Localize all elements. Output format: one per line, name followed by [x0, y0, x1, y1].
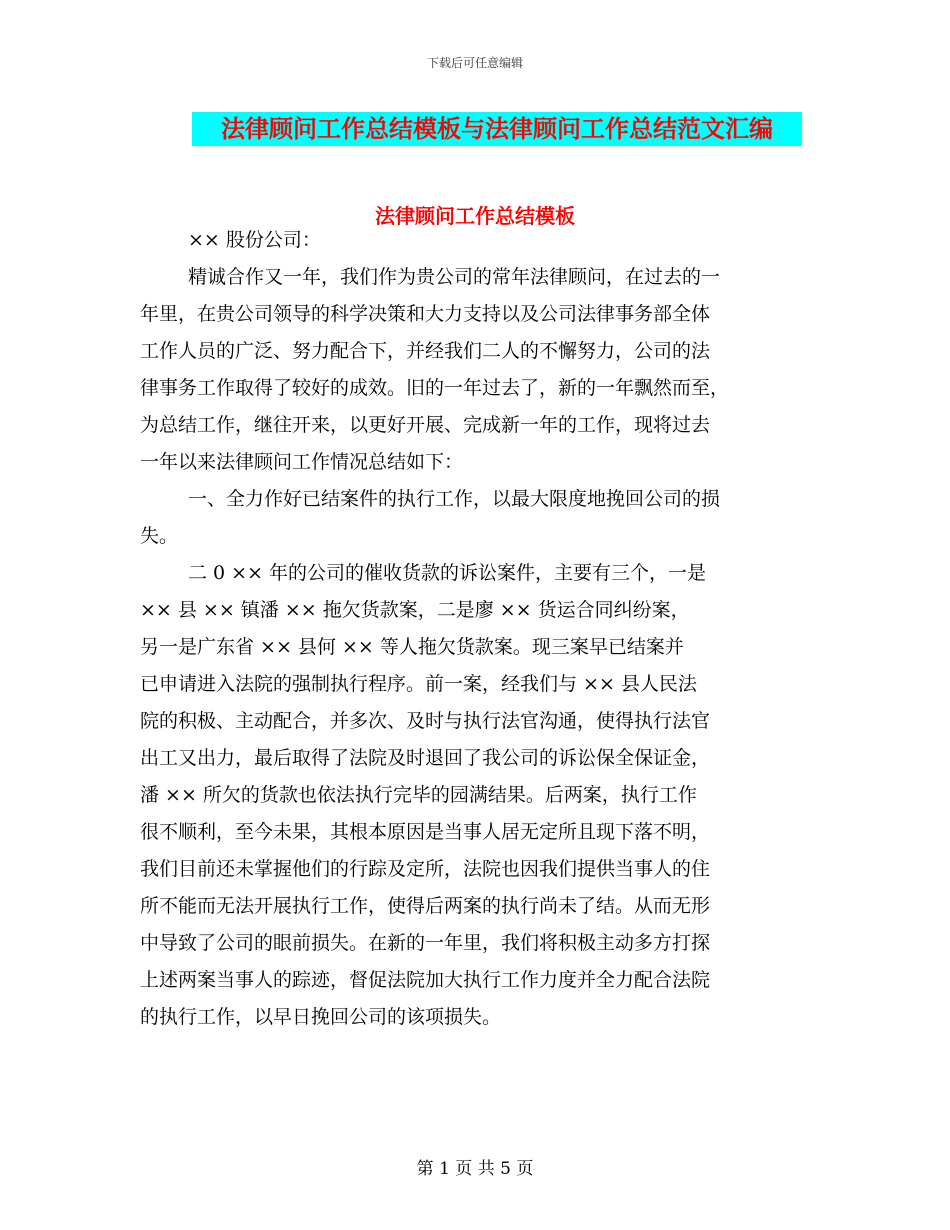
body-line: 为总结工作，继往开来，以更好开展、完成新一年的工作，现将过去: [140, 414, 711, 436]
page-footer: 第 1 页 共 5 页: [416, 1159, 534, 1179]
body-line: 上述两案当事人的踪迹，督促法院加大执行工作力度并全力配合法院: [140, 969, 711, 991]
body-line: 失。: [140, 525, 179, 547]
body-line: ×× 股份公司：: [188, 229, 321, 251]
body-line: 一年以来法律顾问工作情况总结如下：: [140, 451, 464, 473]
body-line: 院的积极、主动配合，并多次、及时与执行法官沟通，使得执行法官: [140, 710, 711, 732]
header-note: 下载后可任意编辑: [426, 56, 523, 70]
body-line: 一、全力作好已结案件的执行工作，以最大限度地挽回公司的损: [188, 488, 721, 510]
body-line: 中导致了公司的眼前损失。在新的一年里，我们将积极主动多方打探: [140, 932, 711, 954]
document-body: [140, 222, 810, 1036]
document-main-title: 法律顾问工作总结模板与法律顾问工作总结范文汇编: [192, 112, 802, 146]
body-line: 潘 ×× 所欠的货款也依法执行完毕的园满结果。后两案，执行工作: [140, 784, 697, 806]
body-line: 很不顺利，至今未果，其根本原因是当事人居无定所且现下落不明，: [140, 821, 711, 843]
body-line: 所不能而无法开展执行工作，使得后两案的执行尚未了结。从而无形: [140, 895, 711, 917]
body-line: 我们目前还未掌握他们的行踪及定所，法院也因我们提供当事人的住: [140, 858, 711, 880]
body-line: 二 0 ×× 年的公司的催收货款的诉讼案件，主要有三个，一是: [188, 562, 707, 584]
body-line: 精诚合作又一年，我们作为贵公司的常年法律顾问，在过去的一: [188, 266, 721, 288]
section-title: 法律顾问工作总结模板: [375, 204, 575, 228]
body-line: ×× 县 ×× 镇潘 ×× 拖欠货款案，二是廖 ×× 货运合同纠纷案，: [140, 599, 690, 621]
body-line: 工作人员的广泛、努力配合下，并经我们二人的不懈努力，公司的法: [140, 340, 711, 362]
body-line: 年里，在贵公司领导的科学决策和大力支持以及公司法律事务部全体: [140, 303, 711, 325]
body-line: 另一是广东省 ×× 县何 ×× 等人拖欠货款案。现三案早已结案并: [140, 636, 684, 658]
body-line: 的执行工作，以早日挽回公司的该项损失。: [140, 1006, 502, 1028]
body-line: 已申请进入法院的强制执行程序。前一案，经我们与 ×× 县人民法: [140, 673, 697, 695]
body-line: 律事务工作取得了较好的成效。旧的一年过去了，新的一年飘然而至，: [140, 377, 730, 399]
body-line: 出工又出力，最后取得了法院及时退回了我公司的诉讼保全保证金，: [140, 747, 711, 769]
